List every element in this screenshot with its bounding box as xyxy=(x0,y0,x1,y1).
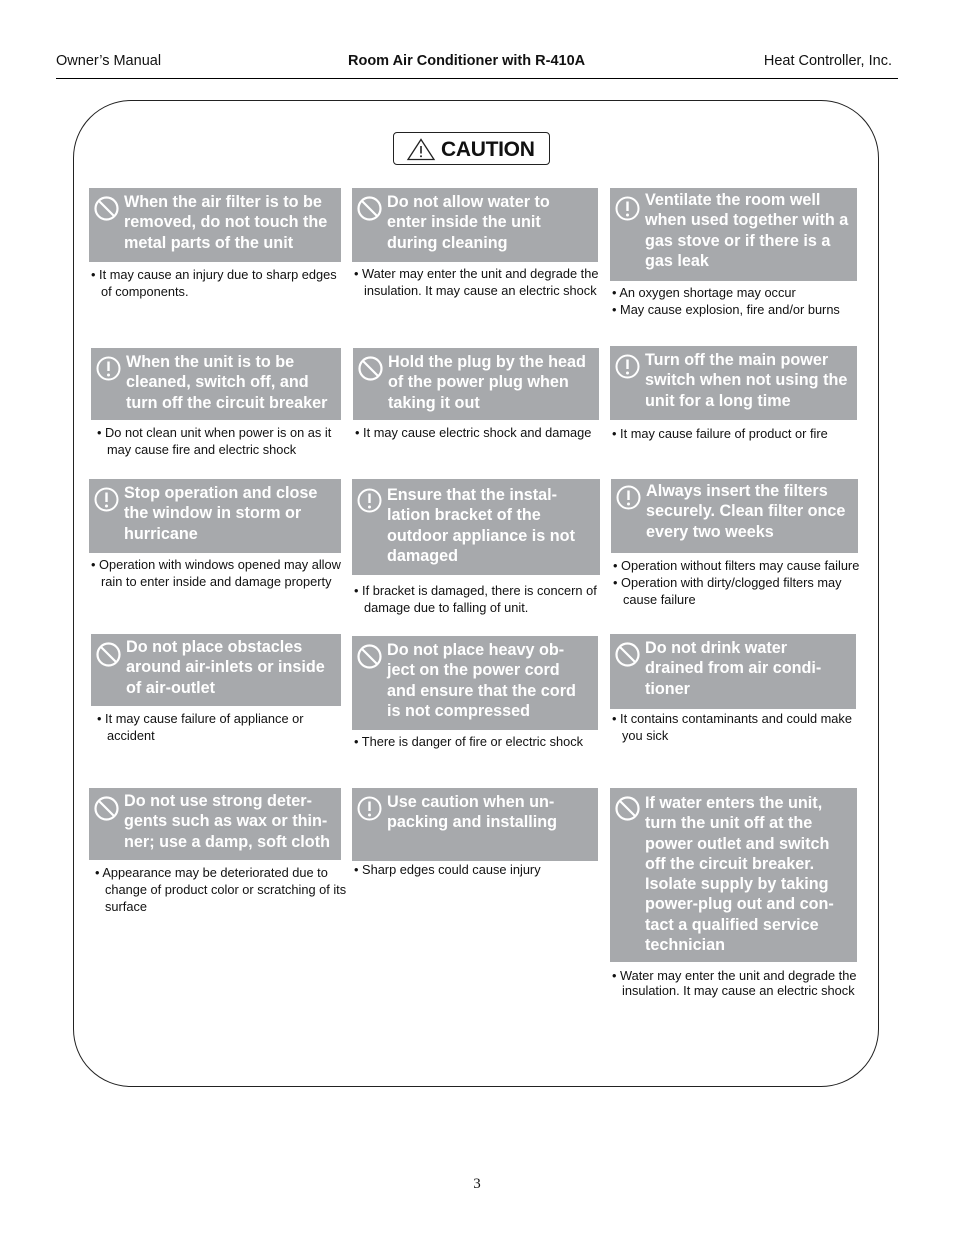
card-title: Stop operation and close the window in storm or hurricane xyxy=(124,484,318,543)
card-title: Ventilate the room well when used together with a gas stove or if there is a gas leak xyxy=(645,191,849,270)
card-note xyxy=(354,582,606,616)
prohibit-icon xyxy=(94,796,119,821)
card-title: Do not use strong deter-gents such as wax or thin-ner; use a damp, soft cloth xyxy=(124,792,330,851)
note-item: • It may cause electric shock and damage xyxy=(355,425,592,440)
card-title-box xyxy=(91,348,341,420)
card-note xyxy=(612,710,862,744)
card-title: Always insert the filters securely. Clean filter once every two weeks xyxy=(646,482,846,541)
card-note xyxy=(612,425,863,442)
exclamation-icon xyxy=(357,488,382,513)
card-note xyxy=(91,556,347,590)
card-title: Ensure that the instal-lation bracket of the outdoor appliance is not damaged xyxy=(387,486,575,565)
prohibit-icon xyxy=(615,642,640,667)
card-note xyxy=(613,557,864,608)
card-title-box xyxy=(610,634,856,709)
card-note xyxy=(97,424,347,458)
note-item: • Water may enter the unit and degrade the insulation. It may cause an electric shock xyxy=(354,266,599,298)
note-item: • It may cause an injury due to sharp edges of components. xyxy=(91,267,337,299)
note-item: • It may cause failure of product or fire xyxy=(612,426,828,441)
card-title-box xyxy=(91,634,341,706)
card-note xyxy=(354,733,604,750)
card-title: Hold the plug by the head of the power plug when taking it out xyxy=(388,353,586,412)
prohibit-icon xyxy=(358,356,383,381)
card-title-box xyxy=(89,188,341,262)
card-note xyxy=(355,424,605,441)
page-number: 3 xyxy=(473,1176,481,1192)
card-note xyxy=(91,266,347,300)
prohibit-icon xyxy=(96,642,121,667)
exclamation-icon xyxy=(616,485,641,510)
card-title: Use caution when un-packing and installing xyxy=(387,793,557,832)
exclamation-icon xyxy=(96,356,121,381)
card-title: When the unit is to be cleaned, switch off, and turn off the circuit breaker xyxy=(126,353,328,412)
note-item: • It contains contaminants and could make you sick xyxy=(612,711,852,743)
header-left: Owner’s Manual xyxy=(56,53,162,69)
exclamation-icon xyxy=(615,196,640,221)
card-title-box xyxy=(89,479,341,553)
note-item: • If bracket is damaged, there is concern of damage due to falling of unit. xyxy=(354,583,597,615)
exclamation-icon xyxy=(357,796,382,821)
card-title: If water enters the unit, turn the unit off at the power outlet and switch off the circuit breaker. Isolate supply by taking power-plug out and con-tact a qualified service technician xyxy=(645,794,834,955)
card-title: When the air filter is to be removed, do not touch the metal parts of the unit xyxy=(124,193,328,252)
card-title-box xyxy=(89,788,341,860)
card-note xyxy=(97,710,347,744)
card-note xyxy=(354,265,604,299)
card-title-box xyxy=(352,188,598,262)
prohibit-icon xyxy=(94,196,119,221)
card-title-box xyxy=(352,479,600,575)
prohibit-icon xyxy=(357,644,382,669)
note-item: • Appearance may be deteriorated due to change of product color or scratching of its surface xyxy=(95,865,347,914)
card-title-box xyxy=(353,348,599,420)
card-title-box xyxy=(611,479,858,553)
card-title-box xyxy=(610,346,857,420)
note-item: • Do not clean unit when power is on as it may cause fire and electric shock xyxy=(97,425,332,457)
prohibit-icon xyxy=(615,796,640,821)
card-title: Do not allow water to enter inside the unit during cleaning xyxy=(387,193,550,252)
card-title: Do not place obstacles around air-inlets or inside of air-outlet xyxy=(126,638,325,697)
card-title: Do not drink water drained from air condi-tioner xyxy=(645,639,822,698)
prohibit-icon xyxy=(357,196,382,221)
exclamation-icon xyxy=(615,354,640,379)
card-note xyxy=(95,864,347,915)
note-item: • Operation without filters may cause failure xyxy=(613,558,860,573)
header-rule xyxy=(56,78,898,79)
card-note xyxy=(354,861,604,878)
note-item: • There is danger of fire or electric shock xyxy=(354,734,584,749)
card-title-box xyxy=(610,188,857,281)
header-title: Room Air Conditioner with R-410A xyxy=(348,53,586,69)
exclamation-icon xyxy=(94,487,119,512)
note-item: • Sharp edges could cause injury xyxy=(354,862,541,877)
note-item: • May cause explosion, fire and/or burns xyxy=(612,302,840,317)
note-item: • Operation with dirty/clogged filters may cause failure xyxy=(613,575,842,607)
header-right: Heat Controller, Inc. xyxy=(763,53,892,69)
card-title-box xyxy=(352,636,598,730)
card-title-box xyxy=(352,788,598,861)
card-note xyxy=(612,969,863,998)
card-title-box xyxy=(610,788,857,962)
card-title: Do not place heavy ob-ject on the power cord and ensure that the cord is not compressed xyxy=(387,641,576,720)
note-item: • It may cause failure of appliance or accident xyxy=(97,711,304,743)
warning-triangle-icon xyxy=(406,138,436,161)
note-item: • An oxygen shortage may occur xyxy=(612,285,796,300)
card-title: Turn off the main power switch when not using the unit for a long time xyxy=(645,351,848,410)
caution-label: CAUTION xyxy=(441,138,535,161)
note-item: • Operation with windows opened may allow rain to enter inside and damage property xyxy=(91,557,341,589)
card-note xyxy=(612,284,863,318)
caution-banner xyxy=(393,132,550,165)
note-item: • Water may enter the unit and degrade the insulation. It may cause an electric shock xyxy=(612,968,857,998)
